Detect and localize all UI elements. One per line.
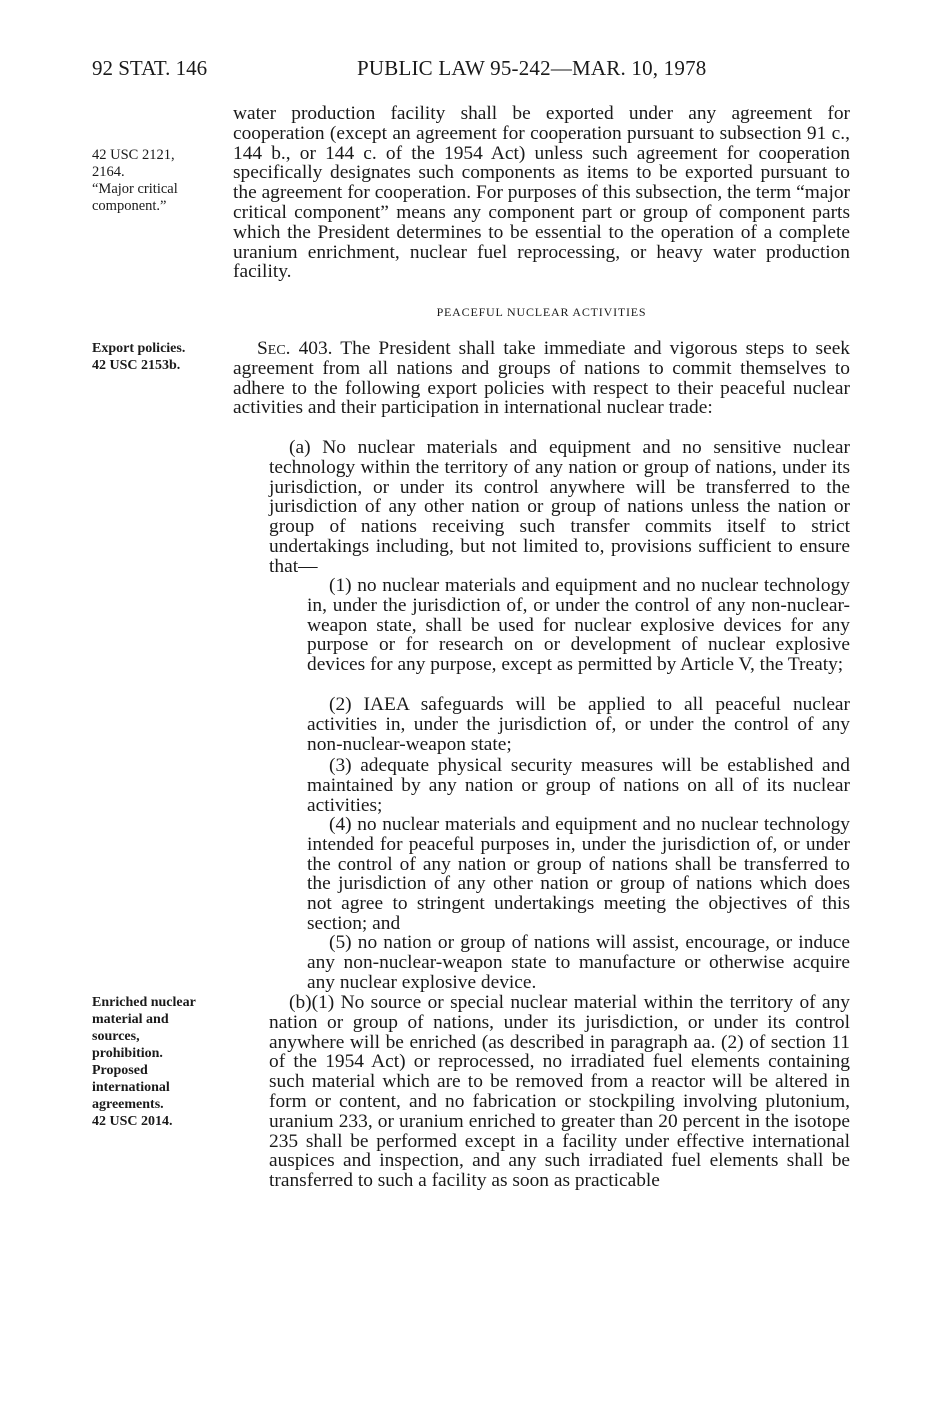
paragraph-b: (b)(1) No source or special nuclear material within the territory of any nation or group of nations, under its jurisdiction, or under its control anywhere will be enriched (as described in paragraph aa. (2) of section 11 of the 1954 Act) or reprocessed, no irradiated fuel elements containing such material which are to be removed from a reactor will be altered in form or content, and no fabrication or stockpiling involving plutonium, uranium 233, or uranium enriched to greater than 20 percent in the isotope 235 shall be performed except in a facility under effective international auspices and inspection, and any such irradiated fuel elements shall be transferred to such a facility as soon as practicable bbox=[269, 992, 850, 1192]
section-heading: PEACEFUL NUCLEAR ACTIVITIES bbox=[436, 305, 647, 319]
item-5: (5) no nation or group of nations will assist, encourage, or induce any non-nuclear-weapon state to manufacture or otherwise acquire any nuclear explosive device. bbox=[307, 932, 850, 993]
item-1: (1) no nuclear materials and equipment and no nuclear technology in, under the jurisdiction of, or under the control of any non-nuclear-weapon state, shall be used for nuclear explosive devices for any purpose or for research on or development of nuclear explosive devices for any purpose, except as permitted by Article V, the Treaty; bbox=[307, 575, 850, 676]
page-header bbox=[92, 56, 852, 84]
section-403: Sec. 403. The President shall take immediate and vigorous steps to seek agreement from all nations and groups of nations to commit themselves to adhere to the following export policies with respect to their peaceful nuclear activities and their participation in international nuclear trade: bbox=[233, 338, 850, 419]
item-4: (4) no nuclear materials and equipment and no nuclear technology intended for peaceful purposes in, under the jurisdiction of, or under the control of any nation or group of nations shall be transferred to the jurisdiction of any other nation or group of nations which does not agree to stringent undertakings meeting the objectives of this section; and bbox=[307, 814, 850, 934]
section-label: Sec. 403. bbox=[257, 338, 333, 359]
item-2: (2) IAEA safeguards will be applied to all peaceful nuclear activities in, under the jurisdiction of, or under the control of any non-nuclear-weapon state; bbox=[307, 694, 850, 755]
margin-note-major-critical-component: 42 USC 2121, 2164. “Major critical component.” bbox=[92, 147, 178, 214]
margin-note-export-policies: Export policies. 42 USC 2153b. bbox=[92, 341, 186, 373]
stat-page-number: 92 STAT. 146 bbox=[92, 56, 208, 80]
margin-note-enriched-nuclear-material: Enriched nuclear material and sources, prohibition. Proposed international agreements. 42 USC 2014. bbox=[92, 995, 196, 1129]
item-3: (3) adequate physical security measures will be established and maintained by any nation or group of nations on all of its nuclear activities; bbox=[307, 755, 850, 816]
paragraph-a: (a) No nuclear materials and equipment and no sensitive nuclear technology within the territory of any nation or group of nations, under its jurisdiction, or under its control anywhere will be transferred to the jurisdiction of any other nation or group of nations unless the nation or group of nations receiving such transfer commits itself to strict undertakings including, but not limited to, provisions sufficient to ensure that— bbox=[269, 437, 850, 577]
law-title-date: PUBLIC LAW 95-242—MAR. 10, 1978 bbox=[357, 56, 707, 80]
continued-paragraph: water production facility shall be exported under any agreement for cooperation (except an agreement for cooperation pursuant to subsection 91 c., 144 b., or 144 c. of the 1954 Act) unless such agreement for cooperation specifically designates such components as items to be exported pursuant to the agreement for cooperation. For purposes of this subsection, the term “major critical component” means any component part or group of component parts which the President determines to be essential to the operation of a complete uranium enrichment, nuclear fuel reprocessing, or heavy water production facility. bbox=[233, 103, 850, 283]
